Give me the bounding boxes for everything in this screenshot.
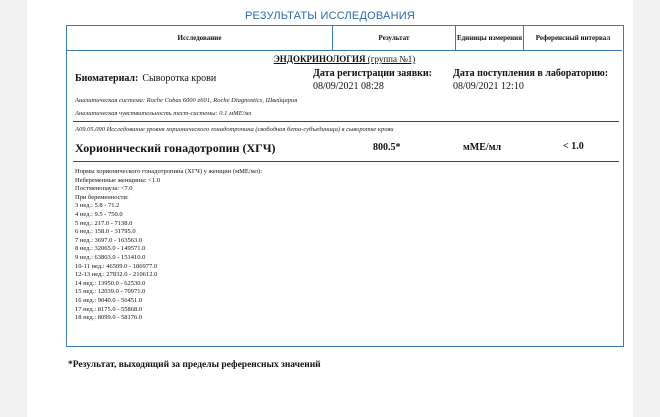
biomaterial-label: Биоматериал: [75, 73, 139, 84]
norm-line: 9 нед.: 63803.0 - 151410.0 [75, 253, 146, 261]
norm-line: 5 нед.: 217.0 - 7138.0 [75, 219, 133, 227]
norm-line: 14 нед.: 13950.0 - 62530.0 [75, 279, 146, 287]
lab-arrival-label: Дата поступления в лабораторию: [453, 68, 609, 79]
norm-line: 10-11 нед.: 46509.0 - 186977.0 [75, 262, 158, 270]
norm-line: Небеременные женщины: <1.0 [75, 176, 160, 184]
column-header-reference: Референсный интервал [523, 26, 622, 51]
column-header-test: Исследование [67, 26, 332, 51]
norms-heading: Нормы хорионического гонадотропина (ХГЧ) у женщин (мМЕ/мл): [75, 168, 263, 175]
norm-line: 7 нед.: 3697.0 - 163563.0 [75, 236, 143, 244]
biomaterial-field [75, 68, 216, 86]
analytic-system: Аналитическая система: Roche Cobas 6000 e601, Roche Diagnostics, Швейцария [75, 97, 298, 104]
results-table [66, 25, 624, 347]
norm-line: 18 нед.: 8099.0 - 58176.0 [75, 314, 143, 322]
lab-arrival-field [453, 68, 608, 92]
column-header-result: Результат [332, 26, 455, 51]
registration-value: 08/09/2021 08:28 [313, 81, 384, 92]
footnote: *Результат, выходящий за пределы референсных значений [68, 360, 321, 370]
norm-line: 12-13 нед.: 27832.0 - 210612.0 [75, 271, 158, 279]
test-reference: < 1.0 [563, 141, 584, 152]
biomaterial-value: Сыворотка крови [142, 73, 217, 84]
registration-label: Дата регистрации заявки: [313, 68, 432, 79]
test-code-line: A09.05.090 Исследование уровня хорионического гонадотропина (свободная бета-субъединица) в сыворотке крови [75, 126, 394, 133]
column-header-units: Единицы измерения [455, 26, 523, 51]
norm-line: 16 нед.: 9040.0 - 56451.0 [75, 296, 143, 304]
divider [73, 121, 619, 122]
test-units: мМЕ/мл [463, 142, 502, 153]
reference-norms-list [75, 168, 262, 323]
section-title [67, 54, 622, 64]
norm-line: 8 нед.: 32065.0 - 149571.0 [75, 245, 146, 253]
norm-line: 4 нед.: 9.5 - 750.0 [75, 210, 123, 218]
test-result: 800.5* [373, 142, 401, 153]
norm-line: 6 нед.: 158.0 - 31795.0 [75, 228, 136, 236]
norm-line: 3 нед.: 5.8 - 71.2 [75, 202, 120, 210]
registration-field [313, 68, 432, 92]
document-title: РЕЗУЛЬТАТЫ ИССЛЕДОВАНИЯ [245, 10, 415, 22]
section-group: (группа №1) [367, 54, 416, 64]
section-name: ЭНДОКРИНОЛОГИЯ [273, 54, 366, 64]
lab-arrival-value: 08/09/2021 12:10 [453, 81, 524, 92]
norm-line: 15 нед.: 12039.0 - 70971.0 [75, 288, 146, 296]
norm-line: При беременности: [75, 193, 129, 201]
test-name: Хорионический гонадотропин (ХГЧ) [75, 141, 276, 155]
divider [73, 161, 619, 162]
norm-line: Постменопауза: <7.0 [75, 185, 133, 193]
norm-line: 17 нед.: 8175.0 - 55868.0 [75, 305, 143, 313]
test-sensitivity: Аналитическая чувствительность тест-системы: 0.1 мМЕ/мл [75, 110, 252, 117]
